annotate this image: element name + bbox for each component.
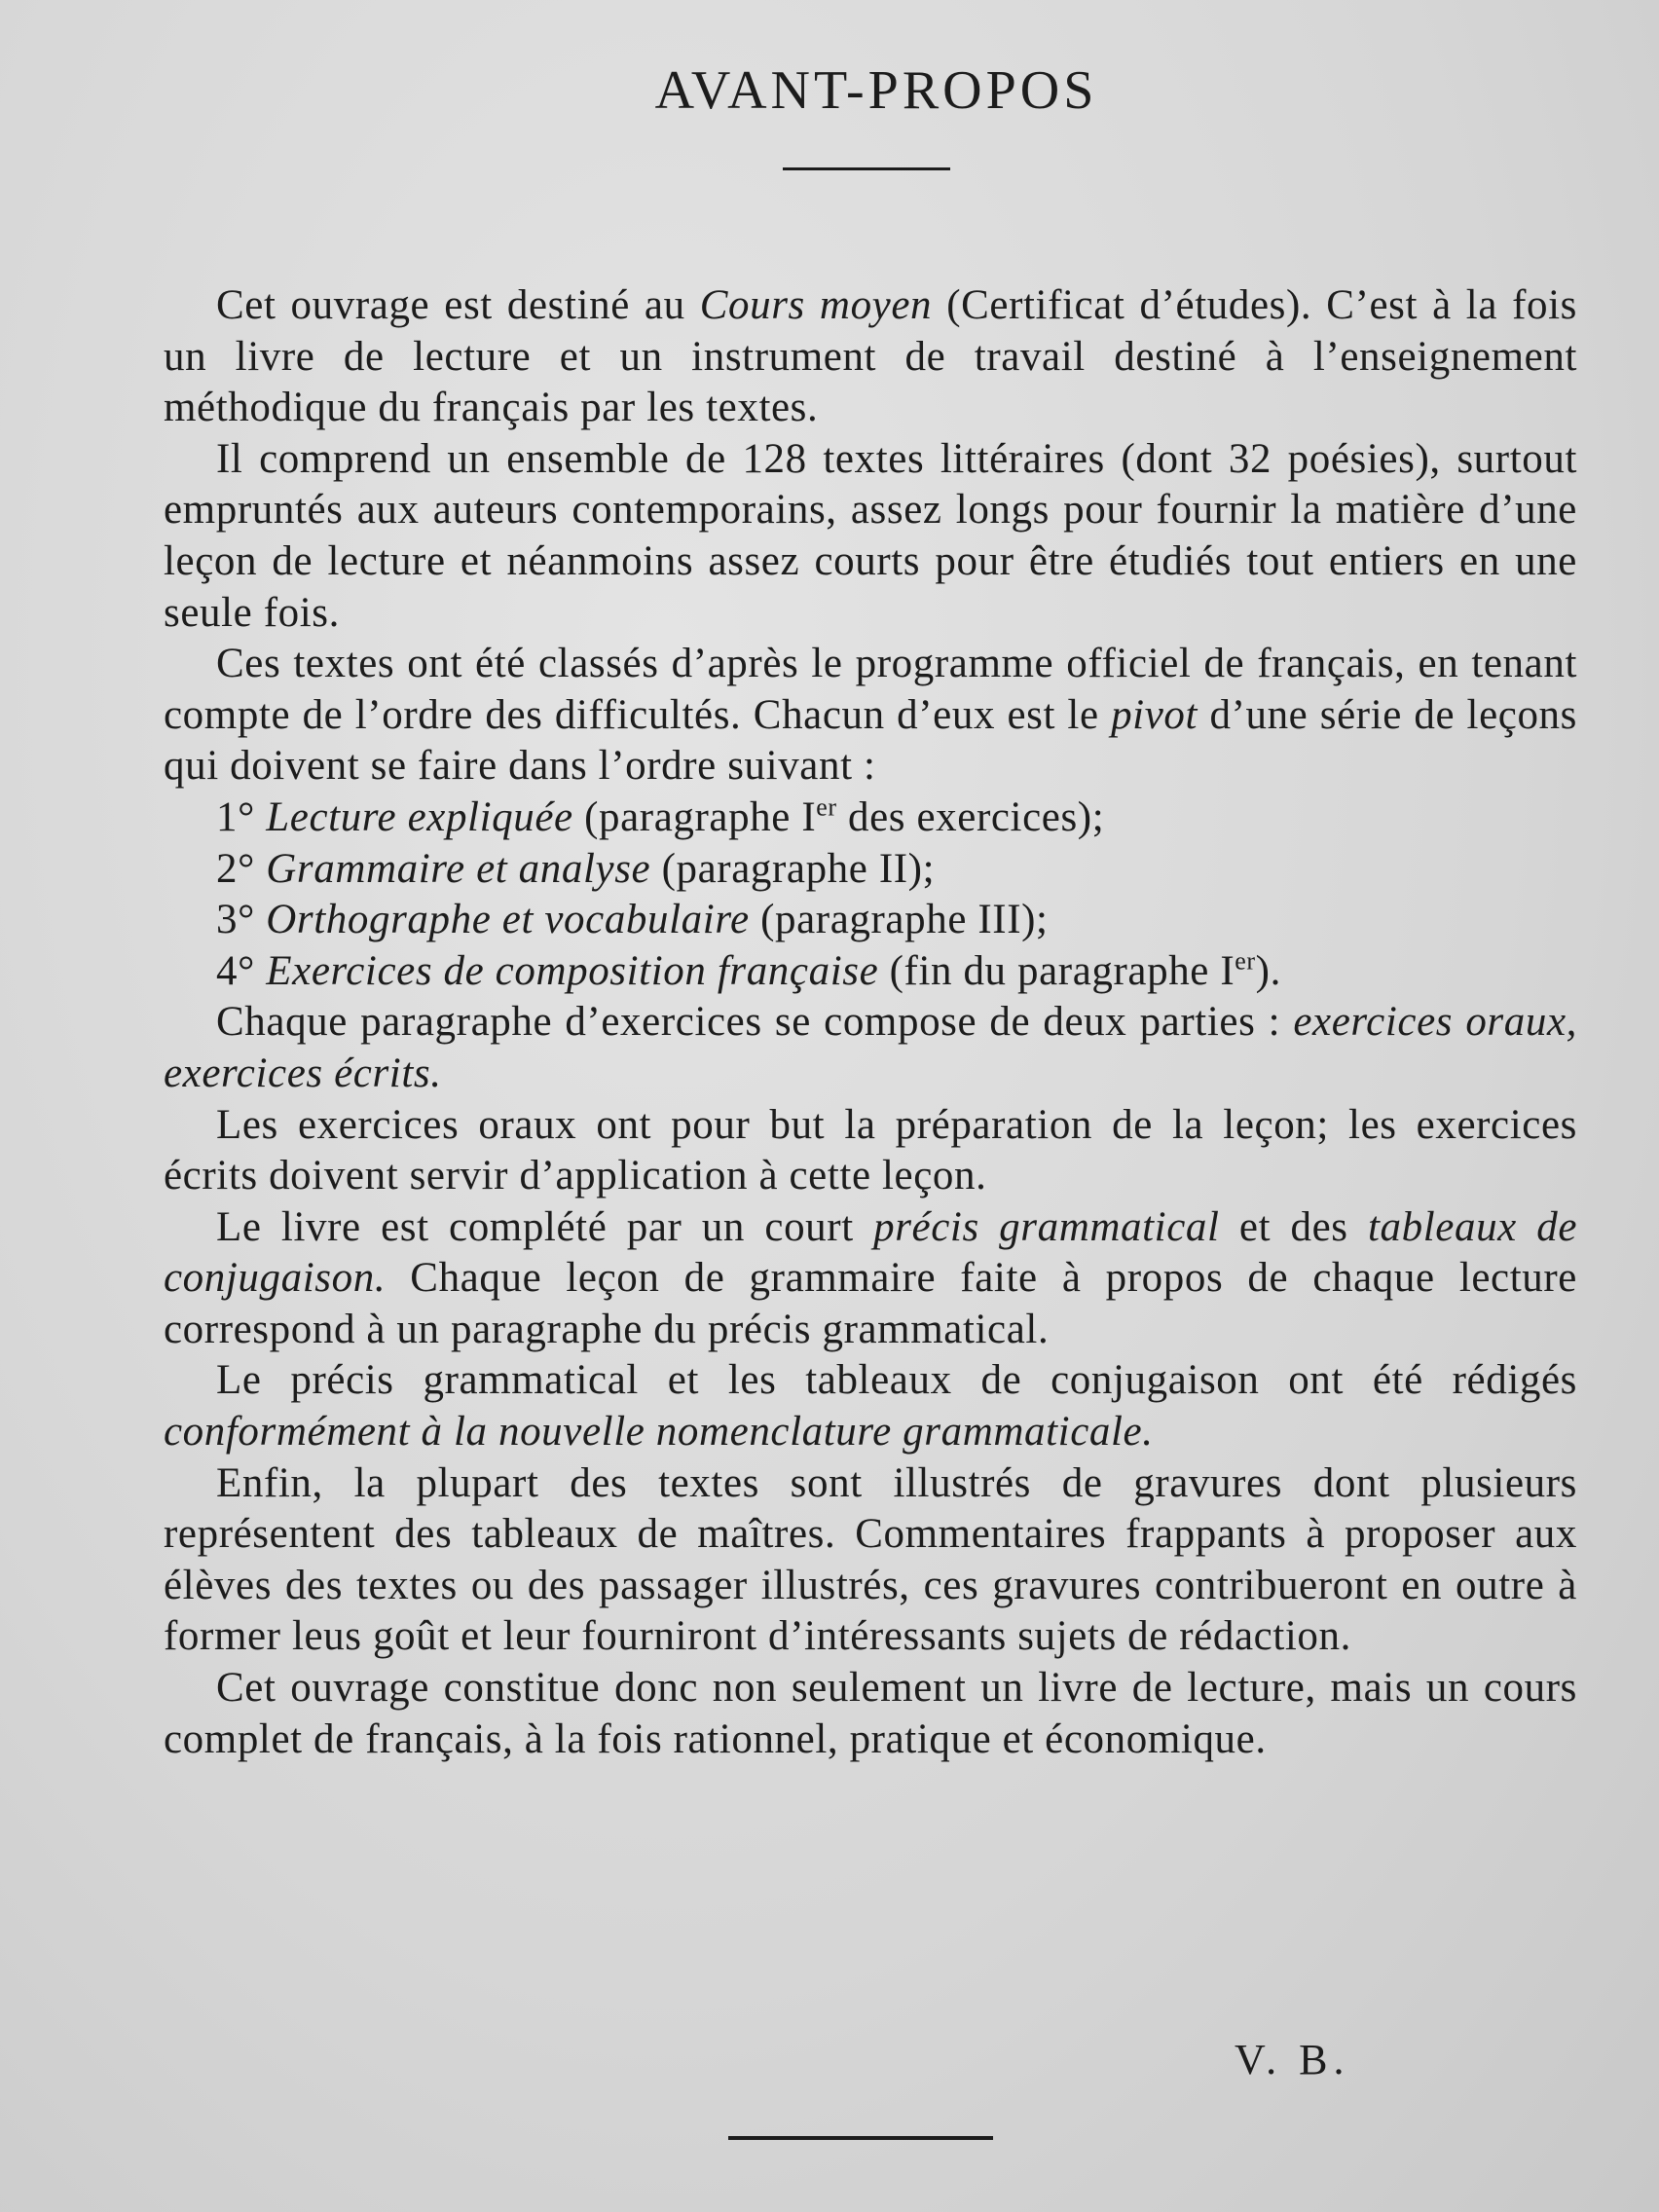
- title-divider: [783, 167, 950, 170]
- list-item: 1° Lecture expliquée (paragraphe Ier des exercices);: [216, 793, 1105, 840]
- paragraph-5: Les exercices oraux ont pour but la préparation de la leçon; les exercices écrits doivent servir d’application à cette leçon.: [164, 1101, 1577, 1199]
- lesson-order-list: [164, 793, 1577, 997]
- paragraph-4: Chaque paragraphe d’exercices se compose de deux parties : exercices oraux, exercices écrits.: [164, 999, 1577, 1096]
- list-item: 2° Grammaire et analyse (paragraphe II);: [216, 845, 936, 892]
- paragraph-2: Il comprend un ensemble de 128 textes littéraires (dont 32 poésies), surtout empruntés aux auteurs contemporains, assez longs pour fournir la matière d’une leçon de lecture et néanmoins assez courts pour être étudiés tout entiers en une seule fois.: [164, 435, 1577, 636]
- paragraph-7: Le précis grammatical et les tableaux de conjugaison ont été rédigés conformément à la nouvelle nomenclature grammaticale.: [164, 1357, 1577, 1456]
- paragraph-3: Ces textes ont été classés d’après le programme officiel de français, en tenant compte de l’ordre des difficultés. Chacun d’eux est le pivot d’une série de leçons qui doivent se faire dans l’ordre suivant :: [164, 641, 1577, 790]
- list-item: 4° Exercices de composition française (fin du paragraphe Ier).: [216, 946, 1281, 994]
- bottom-divider: [728, 2136, 993, 2140]
- paragraph-1: Cet ouvrage est destiné au Cours moyen (Certificat d’études). C’est à la fois un livre de lecture et un instrument de travail destiné à l’enseignement méthodique du français par les textes.: [164, 282, 1577, 431]
- foreword-body: [164, 280, 1577, 1765]
- author-signature: V. B.: [1235, 2036, 1350, 2083]
- paragraph-8: Enfin, la plupart des textes sont illustrés de gravures dont plusieurs représentent des tableaux de maîtres. Commentaires frappants à proposer aux élèves des textes ou des passager illustrés, ces gravures contribueront en outre à former leus goût et leur fourniront d’intéressants sujets de rédaction.: [164, 1459, 1577, 1660]
- paragraph-6: Le livre est complété par un court précis grammatical et des tableaux de conjugaison. Chaque leçon de grammaire faite à propos de chaque lecture correspond à un paragraphe du précis grammatical.: [164, 1203, 1578, 1352]
- page-title: AVANT-PROPOS: [654, 60, 1098, 121]
- list-item: 3° Orthographe et vocabulaire (paragraphe III);: [216, 897, 1049, 943]
- paragraph-9: Cet ouvrage constitue donc non seulement un livre de lecture, mais un cours complet de français, à la fois rationnel, pratique et économique.: [164, 1665, 1577, 1762]
